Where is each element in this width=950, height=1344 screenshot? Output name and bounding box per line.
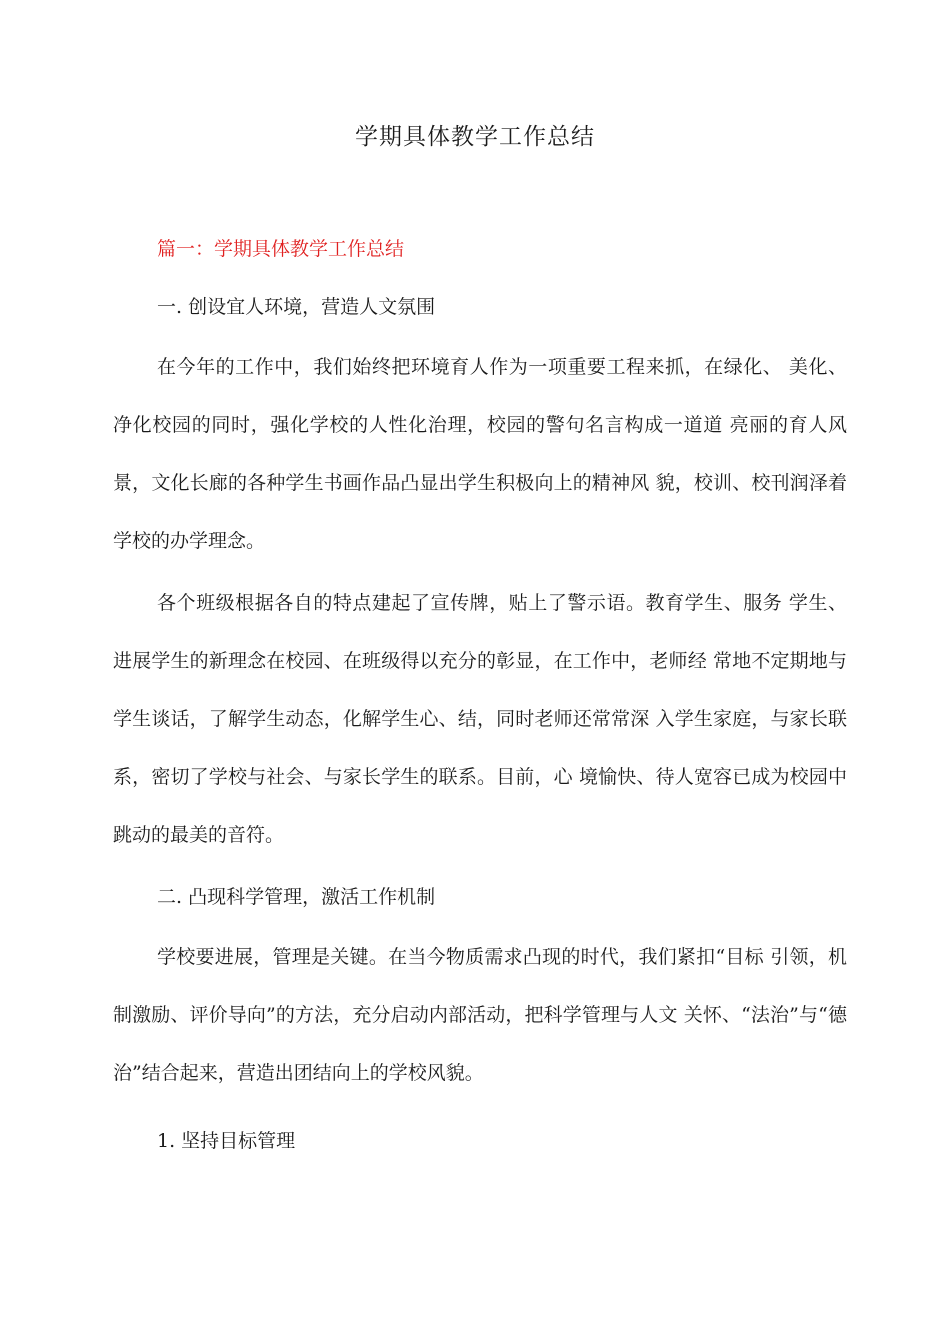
section-2-heading: 二. 凸现科学管理，激活工作机制 bbox=[157, 886, 436, 908]
document-title: 学期具体教学工作总结 bbox=[355, 124, 595, 150]
section-1-paragraph-2: 各个班级根据各自的特点建起了宣传牌，贴上了警示语。教育学生、服务 学生、进展学生的新理念在校园、在班级得以充分的彰显，在工作中，老师经 常地不定期地与学生谈话，了解学生动态，化解学生心、结，同时老师还常常深 入学生家庭，与家长联系，密切了学校与社会、与家长学生的联系。目前，心 境愉快、待人宽容已成为校园中跳动的最美的音符。 bbox=[113, 592, 847, 846]
article-heading: 篇一：学期具体教学工作总结 bbox=[157, 238, 405, 260]
subsection-1-heading: 1. 坚持目标管理 bbox=[157, 1130, 296, 1152]
section-1-paragraph-1: 在今年的工作中，我们始终把环境育人作为一项重要工程来抓，在绿化、 美化、净化校园的同时，强化学校的人性化治理，校园的警句名言构成一道道 亮丽的育人风景，文化长廊的各种学生书画作品凸显出学生积极向上的精神风 貌，校训、校刊润泽着学校的办学理念。 bbox=[113, 356, 847, 552]
section-2-paragraph-1: 学校要进展，管理是关键。在当今物质需求凸现的时代，我们紧扣“目标 引领，机制激励、评价导向”的方法，充分启动内部活动，把科学管理与人文 关怀、“法治”与“德治”结合起来，营造出团结向上的学校风貌。 bbox=[113, 946, 847, 1084]
section-1-heading: 一. 创设宜人环境，营造人文氛围 bbox=[157, 296, 436, 318]
